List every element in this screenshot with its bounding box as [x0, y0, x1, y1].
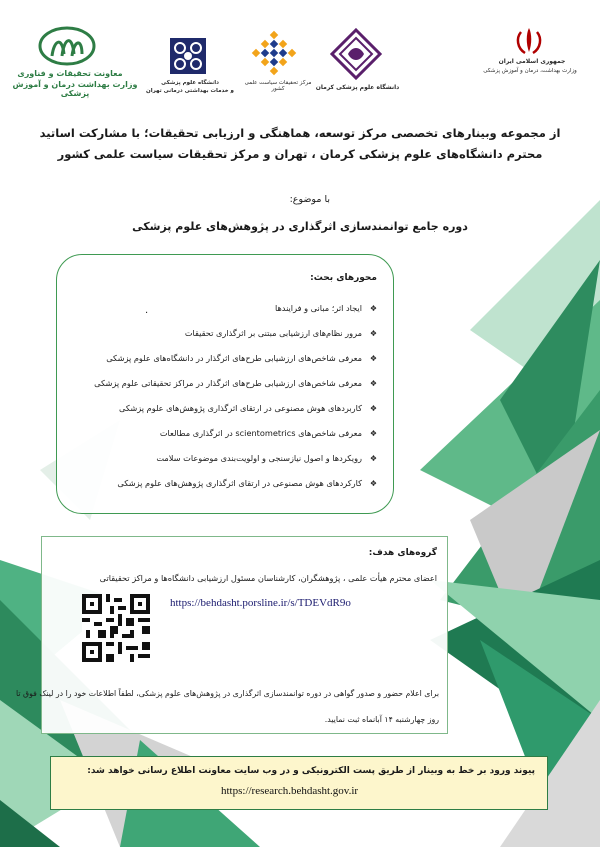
topics-heading: محورهای بحث: — [310, 273, 377, 283]
topic-item: ❖ مرور نظام‌های ارزشیابی مبتنی بر اثرگذاری تحقیقات — [184, 328, 377, 338]
target-audience: اعضای محترم هیأت علمی ، پژوهشگران، کارشناسان مسئول ارزشیابی دانشگاه‌ها و مراکز تحقیقاتی — [99, 573, 437, 583]
diamond-bullet-icon: ❖ — [369, 478, 377, 488]
topic-item: ❖ معرفی شاخص‌های ارزشیابی طرح‌های اثرگذار در مراکز تحقیقاتی علوم پزشکی — [94, 378, 377, 388]
target-group-heading: گروه‌های هدف: — [368, 548, 437, 558]
header-line-1: از مجموعه وبینارهای تخصصی مرکز توسعه، هماهنگی و ارزیابی تحقیقات؛ با مشارکت اساتید — [39, 126, 561, 140]
footer-url[interactable]: https://research.behdasht.gov.ir — [221, 785, 359, 797]
diamond-bullet-icon: ❖ — [369, 428, 377, 438]
center-logo-caption: مرکز تحقیقات سیاست علمی کشور — [244, 80, 312, 92]
subject-label: با موضوع: — [289, 194, 330, 205]
header-line-2: محترم دانشگاه‌های علوم پزشکی کرمان ، تهران و مرکز تحقیقات سیاست علمی کشور — [57, 147, 543, 161]
registration-note-line1: برای اعلام حضور و صدور گواهی در دوره توانمندسازی اثرگذاری در پژوهش‌های علوم پزشکی، لطفاً اطلاعات خود را در لینک فوق تا — [16, 689, 439, 698]
topic-item: ❖ ایجاد اثر؛ مبانی و فرایندها — [274, 303, 377, 313]
ministry-emblem-icon — [512, 26, 546, 56]
deputy-logo-line2: وزارت بهداشت درمان و آموزش پزشکی — [12, 80, 138, 98]
diamond-bullet-icon: ❖ — [369, 378, 377, 388]
registration-link[interactable]: https://behdasht.porsline.ir/s/TDEVdR9o — [170, 597, 351, 609]
tehran-logo-line1: دانشگاه علوم پزشکی — [161, 80, 219, 86]
deputy-logo-line1: معاونت تحقیقات و فناوری — [17, 69, 123, 78]
tehran-university-logo-icon — [168, 36, 208, 76]
diamond-bullet-icon: ❖ — [369, 328, 377, 338]
target-group-box — [16, 536, 448, 734]
topics-box — [56, 254, 394, 514]
stray-dot: . — [145, 305, 149, 316]
kerman-university-logo-icon — [330, 28, 382, 80]
topic-item: ❖ کارکردهای هوش مصنوعی در ارتقای اثرگذاری پژوهش‌های علوم پزشکی — [117, 478, 377, 488]
registration-note-line2: روز چهارشنبه ۱۴ آبانماه ثبت نمایید. — [324, 715, 439, 724]
kerman-logo-caption: دانشگاه علوم پزشکی کرمان — [315, 84, 400, 91]
footer-box — [50, 756, 548, 810]
topic-item: ❖ کاربردهای هوش مصنوعی در ارتقای اثرگذاری پژوهش‌های علوم پزشکی — [119, 403, 377, 413]
subject-title: دوره جامع توانمندسازی اثرگذاری در پژوهش‌های علوم پزشکی — [132, 220, 468, 233]
qr-code-icon — [82, 594, 150, 662]
tehran-logo-line2: و خدمات بهداشتی درمانی تهران — [146, 88, 234, 94]
topic-item: ❖ معرفی شاخص‌های scientometrics در اثرگذاری مطالعات — [159, 428, 377, 438]
diamond-bullet-icon: ❖ — [369, 453, 377, 463]
diamond-bullet-icon: ❖ — [369, 403, 377, 413]
ministry-logo-line2: وزارت بهداشت، درمان و آموزش پزشکی — [483, 68, 577, 74]
footer-note: پیوند ورود بر خط به وبینار از طریق پست الکترونیکی و در وب سایت معاونت اطلاع رسانی خواهد شد: — [87, 766, 535, 776]
deputy-logo-icon — [38, 26, 96, 66]
topic-item: ❖ معرفی شاخص‌های ارزشیابی طرح‌های اثرگذار در دانشگاه‌های علوم پزشکی — [106, 353, 377, 363]
science-policy-center-logo-icon — [250, 30, 298, 78]
diamond-bullet-icon: ❖ — [369, 303, 377, 313]
topic-item: ❖ رویکردها و اصول نیازسنجی و اولویت‌بندی موضوعات سلامت — [156, 453, 377, 463]
ministry-logo-line1: جمهوری اسلامی ایران — [498, 58, 566, 65]
diamond-bullet-icon: ❖ — [369, 353, 377, 363]
